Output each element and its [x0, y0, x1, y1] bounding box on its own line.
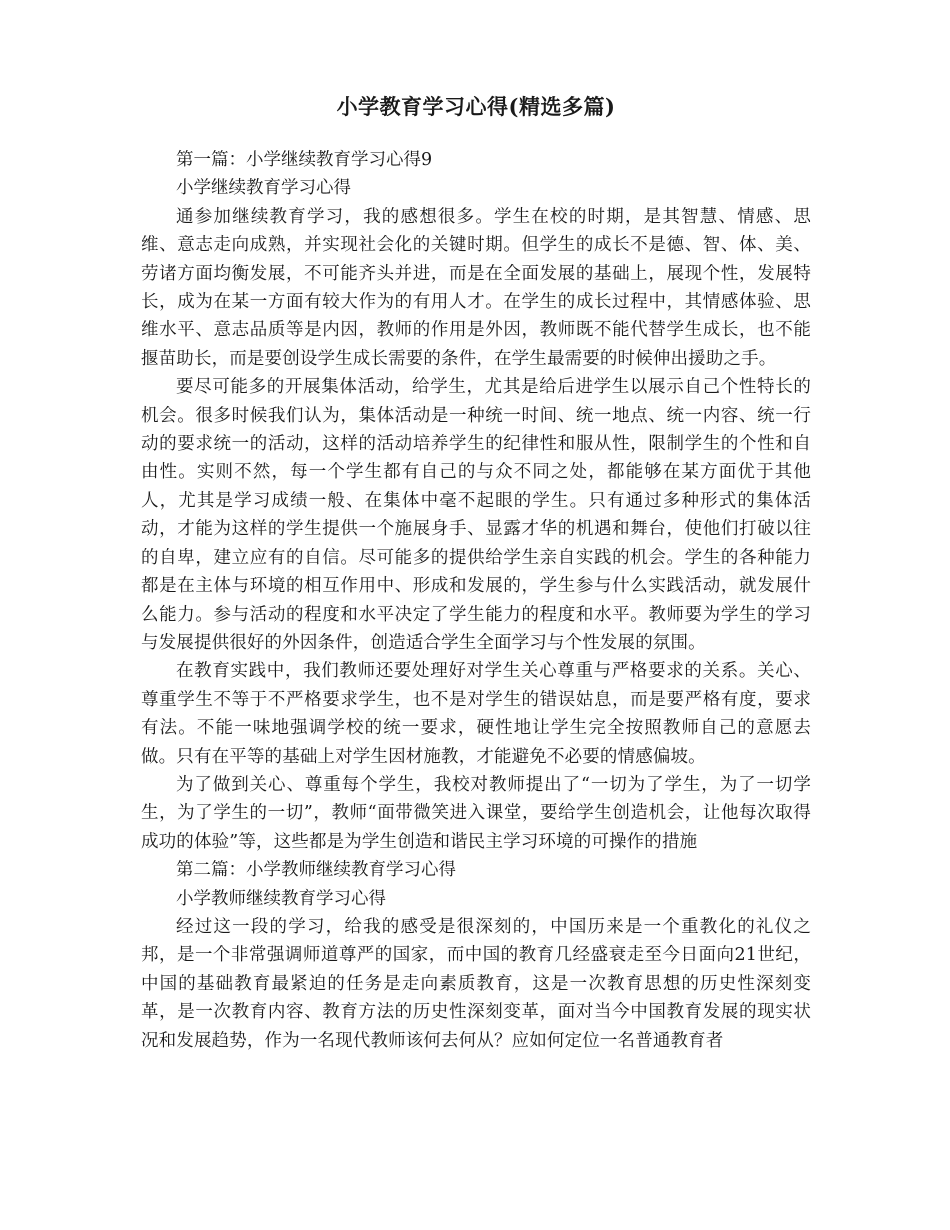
body-paragraph: 在教育实践中，我们教师还要处理好对学生关心尊重与严格要求的关系。关心、尊重学生不等于不严格要求学生，也不是对学生的错误姑息，而是要严格有度，要求有法。不能一味地强调学校的统一要求，硬性地让学生完全按照教师自己的意愿去做。只有在平等的基础上对学生因材施教，才能避免不必要的情感偏坡。: [141, 661, 811, 767]
section-heading-1: 第一篇：小学继续教育学习心得9: [176, 150, 433, 170]
body-paragraph: 经过这一段的学习，给我的感受是很深刻的，中国历来是一个重教化的礼仪之邦，是一个非常强调师道尊严的国家，而中国的教育几经盛衰走至今日面向21世纪，中国的基础教育最紧迫的任务是走向素质教育，这是一次教育思想的历史性深刻变革，是一次教育内容、教育方法的历史性深刻变革，面对当今中国教育发展的现实状况和发展趋势，作为一名现代教师该何去何从？应如何定位一名普通教育者: [141, 916, 811, 1051]
section-subtitle-2: 小学教师继续教育学习心得: [176, 888, 386, 909]
body-paragraph: 为了做到关心、尊重每个学生，我校对教师提出了“一切为了学生，为了一切学生，为了学生的一切”，教师“面带微笑进入课堂，要给学生创造机会，让他每次取得成功的体验”等，这些都是为学生创造和谐民主学习环境的可操作的措施: [141, 774, 811, 852]
body-paragraph: 通参加继续教育学习，我的感想很多。学生在校的时期，是其智慧、情感、思维、意志走向成熟，并实现社会化的关键时期。但学生的成长不是德、智、体、美、劳诸方面均衡发展，不可能齐头并进，而是在全面发展的基础上，展现个性，发展特长，成为在某一方面有较大作为的有用人才。在学生的成长过程中，其情感体验、思维水平、意志品质等是内因，教师的作用是外因，教师既不能代替学生成长，也不能揠苗助长，而是要创设学生成长需要的条件，在学生最需要的时候伸出援助之手。: [141, 206, 811, 369]
section-heading-2: 第二篇：小学教师继续教育学习心得: [176, 860, 456, 881]
document-title: 小学教育学习心得(精选多篇): [336, 94, 616, 119]
body-paragraph: 要尽可能多的开展集体活动，给学生，尤其是给后进学生以展示自己个性特长的机会。很多时候我们认为，集体活动是一种统一时间、统一地点、统一内容、统一行动的要求统一的活动，这样的活动培养学生的纪律性和服从性，限制学生的个性和自由性。实则不然，每一个学生都有自己的与众不同之处，都能够在某方面优于其他人，尤其是学习成绩一般、在集体中毫不起眼的学生。只有通过多种形式的集体活动，才能为这样的学生提供一个施展身手、显露才华的机遇和舞台，使他们打破以往的自卑，建立应有的自信。尽可能多的提供给学生亲自实践的机会。学生的各种能力都是在主体与环境的相互作用中、形成和发展的，学生参与什么实践活动，就发展什么能力。参与活动的程度和水平决定了学生能力的程度和水平。教师要为学生的学习与发展提供很好的外因条件，创造适合学生全面学习与个性发展的氛围。: [141, 377, 811, 653]
document-page: [141, 92, 811, 1055]
section-subtitle-1: 小学继续教育学习心得: [176, 178, 351, 199]
